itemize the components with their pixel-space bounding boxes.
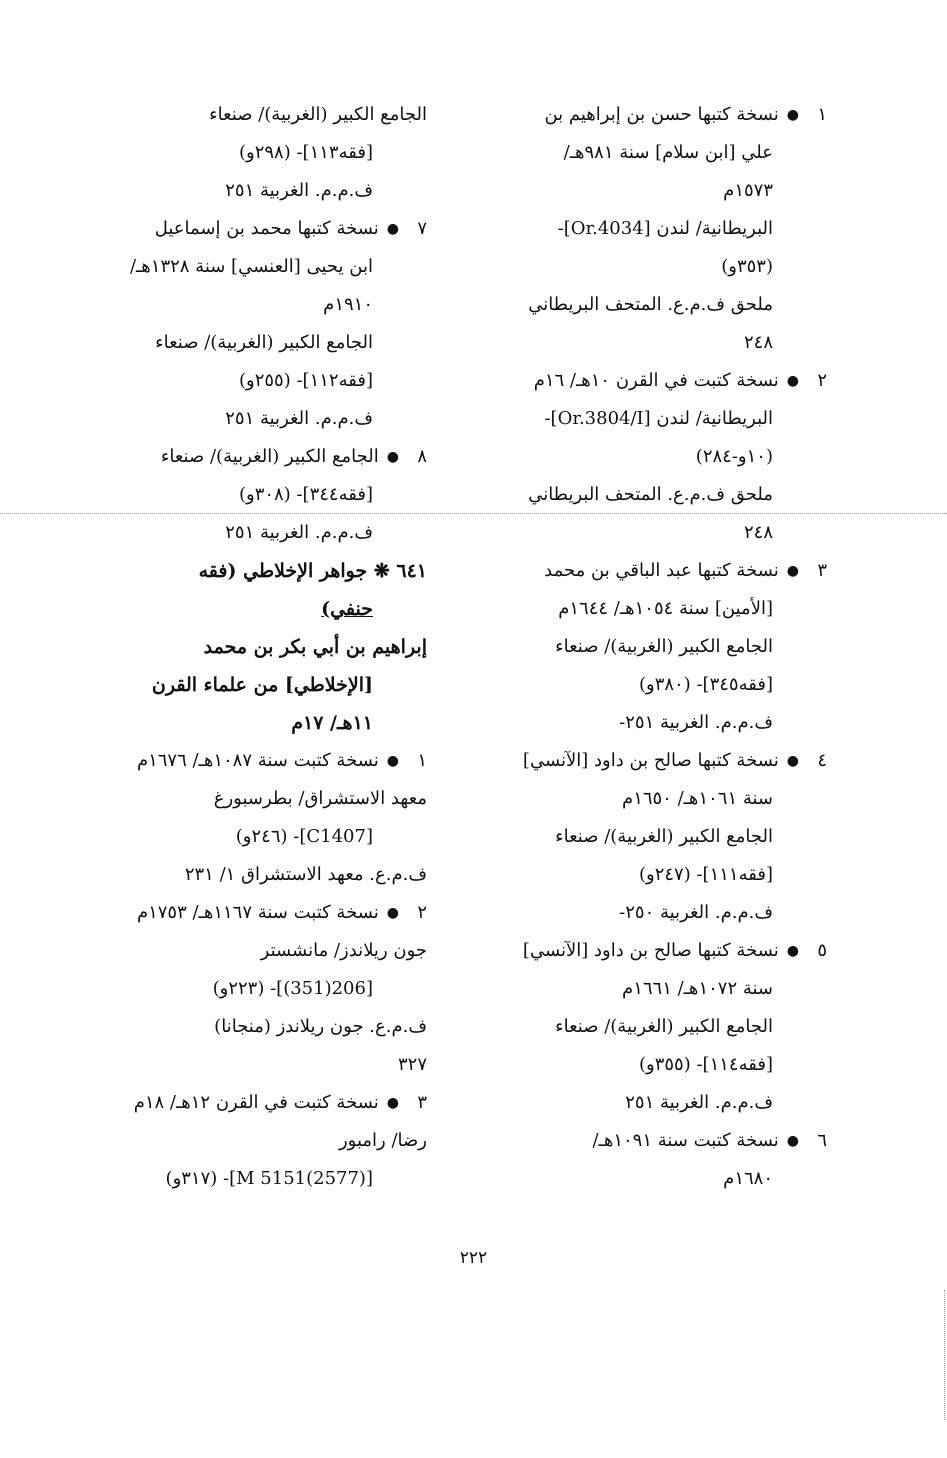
detail-text: الجامع الكبير (الغربية)/ صنعاء (555, 1016, 773, 1037)
author-text: ١١هـ/ ١٧م (291, 712, 373, 734)
catalog-entry-line (92, 210, 427, 248)
entry-number: ٤ (817, 750, 827, 771)
detail-text: [فقه١١٢]- (٢٥٥و) (239, 370, 373, 391)
entry-number: ١ (817, 104, 827, 125)
detail-text: سنة ١٠٧٢هـ/ ١٦٦١م (622, 978, 773, 999)
catalog-entry-line (92, 1084, 427, 1122)
author-line (92, 666, 427, 704)
detail-text: الجامع الكبير (الغربية)/ صنعاء (155, 332, 373, 353)
bullet-icon: ● (386, 905, 399, 921)
detail-text: معهد الاستشراق/ بطرسبورغ (213, 788, 427, 809)
entry-number: ٧ (417, 218, 427, 239)
detail-text: (١٠و-٢٨٤) (695, 446, 773, 467)
entry-number: ٨ (417, 446, 427, 467)
catalog-detail-line (92, 970, 427, 1008)
catalog-detail-line (92, 1160, 427, 1198)
catalog-detail-line (92, 932, 427, 970)
scan-artifact-line (0, 513, 947, 514)
catalog-detail-line (457, 590, 827, 628)
bullet-icon: ● (786, 107, 799, 123)
detail-text: رضا/ رامبور (338, 1130, 427, 1151)
detail-text: [فقه٣٤٤]- (٣٠٨و) (239, 484, 373, 505)
catalog-entry-line (457, 362, 827, 400)
right-column (457, 96, 827, 1198)
catalog-detail-line (92, 1046, 427, 1084)
catalog-detail-line (92, 286, 427, 324)
catalog-detail-line (457, 210, 827, 248)
catalog-detail-line (92, 248, 427, 286)
catalog-detail-line (457, 248, 827, 286)
catalog-detail-line (92, 324, 427, 362)
author-text: [الإخلاطي] من علماء القرن (151, 674, 373, 696)
entry-text: نسخة كتبها عبد الباقي بن محمد (544, 560, 779, 581)
bullet-icon: ● (786, 943, 799, 959)
catalog-entry-line (457, 742, 827, 780)
detail-text: ٣٢٧ (397, 1054, 427, 1075)
catalog-detail-line (457, 438, 827, 476)
detail-text: [M 5151(2577)]- (٣١٧و) (165, 1168, 373, 1189)
detail-text: البريطانية/ لندن [Or.4034]- (557, 218, 773, 239)
entry-number: ٥ (817, 940, 827, 961)
entry-text: نسخة كتبت في القرن ١٢هـ/ ١٨م (133, 1092, 379, 1113)
entry-number: ٣ (817, 560, 827, 581)
catalog-detail-line (457, 704, 827, 742)
catalog-detail-line (92, 1008, 427, 1046)
catalog-detail-line (92, 134, 427, 172)
bullet-icon: ● (386, 221, 399, 237)
detail-text: ٢٤٨ (743, 332, 773, 353)
page-number: ٢٢٢ (459, 1248, 488, 1268)
catalog-detail-line (457, 1046, 827, 1084)
catalog-detail-line (92, 400, 427, 438)
left-column (92, 96, 427, 1198)
detail-text: ف.م.م. الغربية ٢٥١ (625, 1092, 773, 1113)
detail-text: جون ريلاندز/ مانشستر (260, 940, 427, 961)
entry-text: نسخة كتبها محمد بن إسماعيل (154, 218, 379, 239)
detail-text: الجامع الكبير (الغربية)/ صنعاء (555, 826, 773, 847)
detail-text: ف.م.م. الغربية ٢٥١ (225, 408, 373, 429)
work-title-text: ٦٤١ ❋ جواهر الإخلاطي (فقه (198, 560, 427, 582)
bullet-icon: ● (386, 449, 399, 465)
catalog-detail-line (457, 666, 827, 704)
detail-text: الجامع الكبير (الغربية)/ صنعاء (209, 104, 427, 125)
detail-text: [فقه٣٤٥]- (٣٨٠و) (639, 674, 773, 695)
detail-text: ٢٤٨ (743, 522, 773, 543)
entry-text: نسخة كتبت سنة ١٠٨٧هـ/ ١٦٧٦م (136, 750, 379, 771)
bullet-icon: ● (786, 373, 799, 389)
author-text: إبراهيم بن أبي بكر بن محمد (203, 636, 427, 658)
detail-text: ف.م.م. الغربية ٢٥١ (225, 180, 373, 201)
entry-text: نسخة كتبها صالح بن داود [الآنسي] (522, 750, 779, 771)
catalog-detail-line (457, 628, 827, 666)
catalog-detail-line (92, 1122, 427, 1160)
detail-text: ملحق ف.م.ع. المتحف البريطاني (528, 294, 773, 315)
detail-text: ف.م.ع. جون ريلاندز (منجانا) (214, 1016, 427, 1037)
detail-text: ١٥٧٣م (723, 180, 773, 201)
detail-text: ١٦٨٠م (723, 1168, 773, 1189)
work-title-text: حنفي) (321, 598, 373, 620)
catalog-entry-line (457, 552, 827, 590)
entry-number: ٦ (817, 1130, 827, 1151)
catalog-detail-line (457, 134, 827, 172)
entry-text: نسخة كتبت سنة ١٠٩١هـ/ (592, 1130, 779, 1151)
catalog-detail-line (457, 286, 827, 324)
catalog-entry-line (92, 742, 427, 780)
detail-text: ابن يحيى [العنسي] سنة ١٣٢٨هـ/ (129, 256, 373, 277)
catalog-entry-line (457, 96, 827, 134)
catalog-entry-line (457, 1122, 827, 1160)
catalog-detail-line (92, 172, 427, 210)
bullet-icon: ● (786, 1133, 799, 1149)
catalog-entry-line (457, 932, 827, 970)
bullet-icon: ● (386, 1095, 399, 1111)
detail-text: [C1407]- (٢٤٦و) (235, 826, 373, 847)
detail-text: الجامع الكبير (الغربية)/ صنعاء (555, 636, 773, 657)
entry-number: ٣ (417, 1092, 427, 1113)
detail-text: ف.م.ع. معهد الاستشراق ١/ ٢٣١ (184, 864, 427, 885)
catalog-detail-line (457, 1160, 827, 1198)
entry-text: نسخة كتبت سنة ١١٦٧هـ/ ١٧٥٣م (136, 902, 379, 923)
detail-text: (٣٥٣و) (721, 256, 773, 277)
bullet-icon: ● (786, 753, 799, 769)
detail-text: [فقه١١٤]- (٣٥٥و) (639, 1054, 773, 1075)
scan-edge-mark (944, 1290, 945, 1420)
detail-text: [فقه١١١]- (٢٤٧و) (639, 864, 773, 885)
detail-text: ملحق ف.م.ع. المتحف البريطاني (528, 484, 773, 505)
detail-text: [فقه١١٣]- (٢٩٨و) (239, 142, 373, 163)
detail-text: ف.م.م. الغربية ٢٥١- (619, 712, 773, 733)
catalog-detail-line (457, 894, 827, 932)
bullet-icon: ● (786, 563, 799, 579)
work-title-line (92, 590, 427, 628)
entry-text: الجامع الكبير (الغربية)/ صنعاء (160, 446, 379, 467)
catalog-detail-line (457, 172, 827, 210)
catalog-detail-line (457, 856, 827, 894)
detail-text: [الأمين] سنة ١٠٥٤هـ/ ١٦٤٤م (558, 598, 773, 619)
catalog-entry-line (92, 438, 427, 476)
entry-number: ٢ (417, 902, 427, 923)
catalog-entry-line (92, 894, 427, 932)
author-line (92, 704, 427, 742)
catalog-detail-line (457, 324, 827, 362)
detail-text: علي [ابن سلام] سنة ٩٨١هـ/ (563, 142, 773, 163)
entry-number: ١ (417, 750, 427, 771)
entry-number: ٢ (817, 370, 827, 391)
catalog-detail-line (92, 856, 427, 894)
catalog-detail-line (92, 818, 427, 856)
catalog-detail-line (92, 476, 427, 514)
detail-text: سنة ١٠٦١هـ/ ١٦٥٠م (622, 788, 773, 809)
detail-text: ١٩١٠م (323, 294, 373, 315)
catalog-detail-line (457, 818, 827, 856)
catalog-detail-line (457, 970, 827, 1008)
catalog-detail-line (457, 514, 827, 552)
catalog-detail-line (92, 362, 427, 400)
entry-text: نسخة كتبها صالح بن داود [الآنسي] (522, 940, 779, 961)
detail-text: ف.م.م. الغربية ٢٥١ (225, 522, 373, 543)
catalog-detail-line (457, 1084, 827, 1122)
bullet-icon: ● (386, 753, 399, 769)
work-title-line (92, 552, 427, 590)
catalog-detail-line (92, 780, 427, 818)
detail-text: ف.م.م. الغربية ٢٥٠- (619, 902, 773, 923)
detail-text: البريطانية/ لندن [Or.3804/I]- (544, 408, 773, 429)
catalog-detail-line (457, 780, 827, 818)
catalog-detail-line (457, 1008, 827, 1046)
catalog-detail-line (92, 96, 427, 134)
entry-text: نسخة كتبها حسن بن إبراهيم بن (544, 104, 779, 125)
catalog-detail-line (92, 514, 427, 552)
detail-text: [206(351)]- (٢٢٣و) (212, 978, 373, 999)
catalog-detail-line (457, 400, 827, 438)
catalog-detail-line (457, 476, 827, 514)
entry-text: نسخة كتبت في القرن ١٠هـ/ ١٦م (533, 370, 779, 391)
author-line (92, 628, 427, 666)
